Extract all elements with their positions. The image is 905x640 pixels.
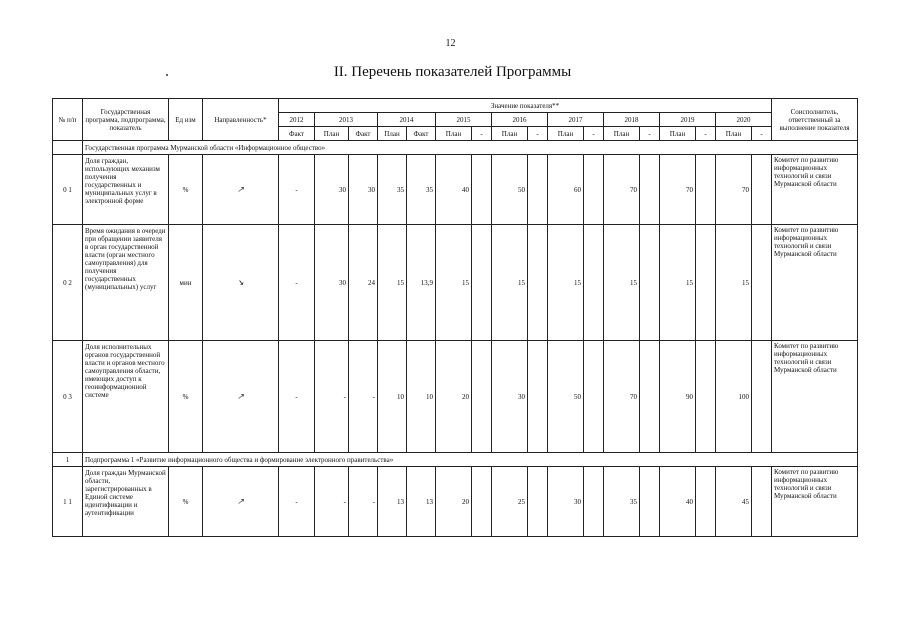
subheader-cell: -	[640, 127, 660, 141]
indicator-name: Время ожидания в очереди при обращении заявителя в орган государственной власти (орган местного самоуправления) для получения государственных (муниципальных) услуг	[83, 225, 169, 341]
value-cell: 70	[604, 155, 640, 225]
value-cell: -	[279, 225, 315, 341]
arrow-up-icon: ↗	[237, 496, 244, 506]
value-cell: 15	[548, 225, 584, 341]
subheader-cell: -	[584, 127, 604, 141]
value-cell: 90	[660, 341, 696, 453]
subheader-cell: Факт	[349, 127, 378, 141]
subheader-cell: Факт	[407, 127, 436, 141]
page-number: 12	[445, 38, 456, 49]
header-num: № п/п	[53, 99, 83, 141]
row-num: 1 1	[53, 467, 83, 537]
value-cell	[640, 225, 660, 341]
direction-cell	[203, 467, 279, 537]
value-cell: -	[279, 341, 315, 453]
subheader-cell: План	[492, 127, 528, 141]
year-2013: 2013	[315, 113, 378, 127]
value-cell: 20	[436, 467, 472, 537]
value-cell: 10	[378, 341, 407, 453]
value-cell: 15	[716, 225, 752, 341]
year-2019: 2019	[660, 113, 716, 127]
program-row-num	[53, 141, 83, 155]
value-cell	[472, 225, 492, 341]
value-cell: 70	[604, 341, 640, 453]
value-cell: 13,9	[407, 225, 436, 341]
subprogram-row	[53, 453, 858, 467]
value-cell: -	[279, 155, 315, 225]
value-cell: 25	[492, 467, 528, 537]
header-direction: Направленность*	[203, 99, 279, 141]
value-cell	[696, 467, 716, 537]
row-num: 0 1	[53, 155, 83, 225]
value-cell: 35	[378, 155, 407, 225]
value-cell: 70	[660, 155, 696, 225]
year-2016: 2016	[492, 113, 548, 127]
value-cell: 10	[407, 341, 436, 453]
value-cell: 30	[548, 467, 584, 537]
indicator-name: Доля граждан Мурманской области, зарегистрированных в Единой системе идентификации и аутентификации	[83, 467, 169, 537]
subheader-cell: План	[315, 127, 349, 141]
direction-cell	[203, 225, 279, 341]
value-cell: 13	[378, 467, 407, 537]
subprogram-title: Подпрограмма 1 «Развитие информационного общества и формирование электронного правительства»	[83, 453, 858, 467]
value-cell: 50	[548, 341, 584, 453]
year-2014: 2014	[378, 113, 436, 127]
value-cell	[528, 155, 548, 225]
value-cell: 24	[349, 225, 378, 341]
header-unit: Ед изм	[169, 99, 203, 141]
arrow-up-icon: ↗	[237, 184, 244, 194]
year-2015: 2015	[436, 113, 492, 127]
header-executor: Соисполнитель, ответственный за выполнение показателя	[772, 99, 858, 141]
value-cell: 13	[407, 467, 436, 537]
value-cell	[584, 155, 604, 225]
value-cell: 15	[492, 225, 528, 341]
value-cell	[584, 341, 604, 453]
value-cell	[472, 155, 492, 225]
arrow-up-icon: ↗	[237, 391, 244, 401]
year-2012: 2012	[279, 113, 315, 127]
value-cell	[640, 341, 660, 453]
value-cell: 15	[378, 225, 407, 341]
indicator-name: Доля граждан, использующих механизм получения государственных и муниципальных услуг в электронной форме	[83, 155, 169, 225]
subheader-cell: -	[472, 127, 492, 141]
subheader-cell: План	[604, 127, 640, 141]
header-values: Значение показателя**	[279, 99, 772, 113]
subheader-cell: -	[528, 127, 548, 141]
value-cell	[640, 155, 660, 225]
value-cell: -	[315, 467, 349, 537]
value-cell: 30	[492, 341, 528, 453]
value-cell: 70	[716, 155, 752, 225]
row-num: 0 2	[53, 225, 83, 341]
indicators-table	[52, 98, 858, 537]
table-row	[53, 467, 858, 537]
scan-dot	[166, 74, 168, 76]
executor-cell: Комитет по развитию информационных технологий и связи Мурманской области	[772, 155, 858, 225]
value-cell: 35	[407, 155, 436, 225]
subheader-cell: План	[660, 127, 696, 141]
table-row	[53, 341, 858, 453]
subheader-cell: План	[548, 127, 584, 141]
value-cell: 50	[492, 155, 528, 225]
subheader-cell: План	[436, 127, 472, 141]
program-row-title: Государственная программа Мурманской области «Информационное общество»	[83, 141, 858, 155]
value-cell	[584, 225, 604, 341]
value-cell: 20	[436, 341, 472, 453]
value-cell	[696, 341, 716, 453]
direction-cell	[203, 155, 279, 225]
value-cell: 40	[436, 155, 472, 225]
subheader-cell: План	[716, 127, 752, 141]
value-cell: 100	[716, 341, 752, 453]
executor-cell: Комитет по развитию информационных технологий и связи Мурманской области	[772, 341, 858, 453]
subheader-cell: -	[696, 127, 716, 141]
value-cell	[640, 467, 660, 537]
unit-cell: %	[169, 467, 203, 537]
program-row	[53, 141, 858, 155]
arrow-down-icon: ↘	[237, 277, 244, 287]
value-cell: 45	[716, 467, 752, 537]
value-cell	[528, 225, 548, 341]
value-cell	[752, 225, 772, 341]
subheader-cell: План	[378, 127, 407, 141]
value-cell: -	[349, 467, 378, 537]
value-cell: -	[315, 341, 349, 453]
value-cell: 15	[660, 225, 696, 341]
value-cell	[752, 155, 772, 225]
subheader-cell: Факт	[279, 127, 315, 141]
subprogram-num: 1	[53, 453, 83, 467]
value-cell	[584, 467, 604, 537]
value-cell: -	[349, 341, 378, 453]
value-cell: 30	[315, 155, 349, 225]
value-cell	[752, 341, 772, 453]
header-program: Государственная программа, подпрограмма, показатель	[83, 99, 169, 141]
value-cell: 15	[436, 225, 472, 341]
subheader-cell: -	[752, 127, 772, 141]
value-cell: -	[279, 467, 315, 537]
value-cell: 40	[660, 467, 696, 537]
year-2020: 2020	[716, 113, 772, 127]
value-cell	[696, 155, 716, 225]
value-cell	[528, 467, 548, 537]
unit-cell: мин	[169, 225, 203, 341]
value-cell	[752, 467, 772, 537]
page-title: II. Перечень показателей Программы	[333, 64, 572, 80]
direction-cell	[203, 341, 279, 453]
year-2017: 2017	[548, 113, 604, 127]
table-row	[53, 155, 858, 225]
executor-cell: Комитет по развитию информационных технологий и связи Мурманской области	[772, 225, 858, 341]
row-num: 0 3	[53, 341, 83, 453]
value-cell	[528, 341, 548, 453]
value-cell: 35	[604, 467, 640, 537]
indicator-name: Доля исполнительных органов государственной власти и органов местного самоуправления области, имеющих доступ к геоинформационной системе	[83, 341, 169, 453]
executor-cell: Комитет по развитию информационных технологий и связи Мурманской области	[772, 467, 858, 537]
value-cell: 60	[548, 155, 584, 225]
value-cell: 30	[349, 155, 378, 225]
unit-cell: %	[169, 155, 203, 225]
value-cell	[472, 341, 492, 453]
year-2018: 2018	[604, 113, 660, 127]
value-cell	[696, 225, 716, 341]
table-row	[53, 225, 858, 341]
value-cell: 15	[604, 225, 640, 341]
value-cell: 30	[315, 225, 349, 341]
value-cell	[472, 467, 492, 537]
unit-cell: %	[169, 341, 203, 453]
